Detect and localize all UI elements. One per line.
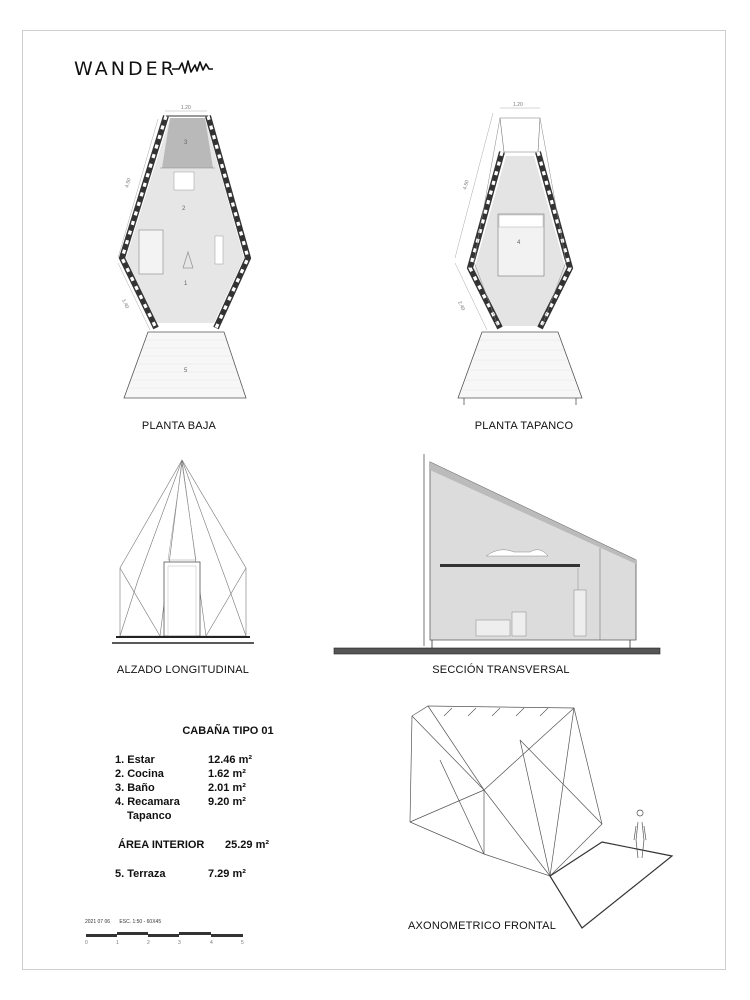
room-number-5: 5 <box>184 368 188 374</box>
room-number-4: 4 <box>517 240 521 246</box>
area-row-tapanco: Tapanco <box>127 810 172 822</box>
room-number-3: 3 <box>184 140 188 146</box>
area-row-bano: 3. Baño 2.01 m² <box>115 782 246 794</box>
ground-plan-caption: PLANTA BAJA <box>141 420 217 432</box>
scale-tick-2: 2 <box>147 940 150 946</box>
drawing-date: 2021 07 06 <box>85 919 111 925</box>
area-total-row: ÁREA INTERIOR 25.29 m² <box>118 839 270 851</box>
loft-width-dim: 1.20 <box>513 102 523 108</box>
scale-tick-3: 3 <box>178 940 181 946</box>
scale-tick-5: 5 <box>241 940 244 946</box>
transversal-section-caption: SECCIÓN TRANSVERSAL <box>432 664 570 676</box>
brand-name: WANDER <box>74 58 177 80</box>
axonometric-caption: AXONOMETRICO FRONTAL <box>407 920 557 932</box>
loft-side-upper-dim: 4.50 <box>462 179 471 191</box>
room-number-2: 2 <box>182 206 186 212</box>
scale-tick-4: 4 <box>210 940 213 946</box>
drawing-scale: ESC. 1:50 - 60X45 <box>119 919 162 925</box>
area-row-cocina: 2. Cocina 1.62 m² <box>115 768 246 780</box>
ground-side-lower-dim: 1.40 <box>120 298 130 310</box>
ground-side-upper-dim: 4.50 <box>124 177 133 189</box>
ground-width-dim: 1.20 <box>181 105 191 111</box>
loft-plan-caption: PLANTA TAPANCO <box>474 420 574 432</box>
area-schedule-title: CABAÑA TIPO 01 <box>182 725 274 737</box>
room-number-1: 1 <box>184 281 188 287</box>
longitudinal-elevation-caption: ALZADO LONGITUDINAL <box>116 664 250 676</box>
scale-tick-1: 1 <box>116 940 119 946</box>
area-row-estar: 1. Estar 12.46 m² <box>115 754 253 766</box>
loft-side-lower-dim: 2.40 <box>456 300 466 312</box>
area-row-terraza: 5. Terraza 7.29 m² <box>115 868 246 880</box>
scale-tick-0: 0 <box>85 940 88 946</box>
area-row-recamara: 4. Recamara 9.20 m² <box>115 796 246 808</box>
